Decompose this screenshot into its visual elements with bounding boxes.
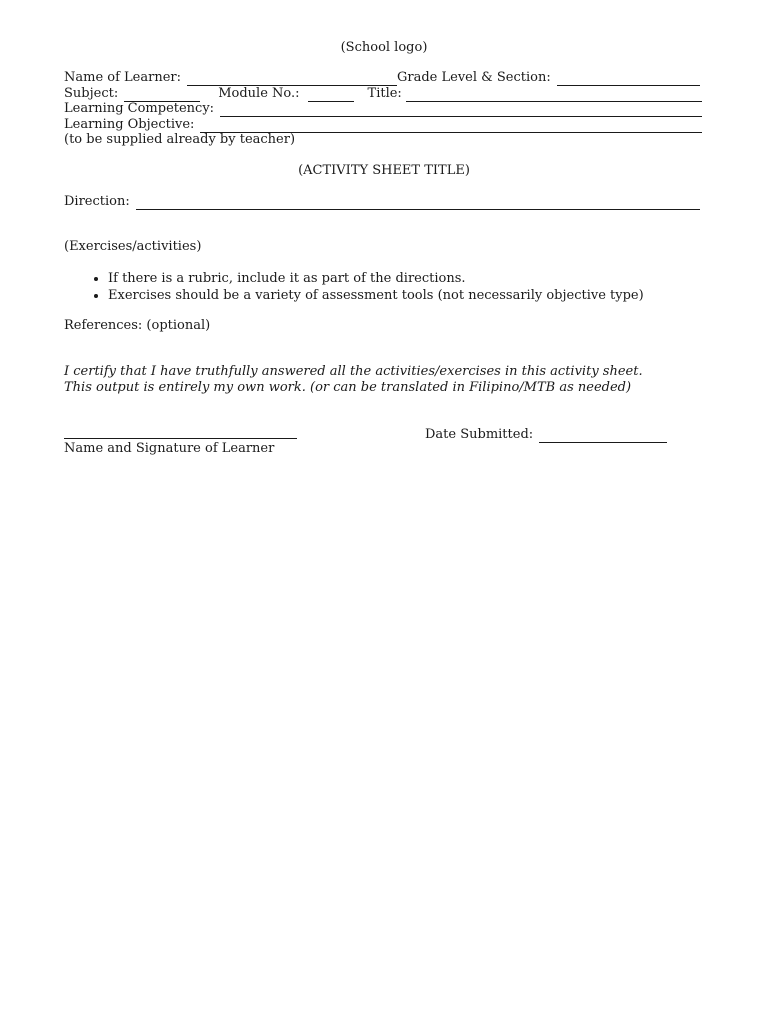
direction-label: Direction: (64, 194, 130, 209)
learning-competency-row (64, 101, 702, 117)
learning-objective-label: Learning Objective: (64, 117, 195, 132)
date-submitted-label: Date Submitted: (425, 427, 534, 442)
learning-competency-label: Learning Competency: (64, 101, 215, 116)
list-item: • Exercises should be a variety of assessment tools (not necessarily objective type) (108, 287, 644, 304)
list-item: • If there is a rubric, include it as part of the directions. (108, 270, 644, 287)
subject-row (64, 86, 702, 102)
module-no-label: Module No.: (218, 86, 300, 101)
guideline-list (64, 270, 644, 304)
name-signature-label: Name and Signature of Learner (64, 441, 275, 456)
name-signature-blank[interactable] (64, 426, 297, 439)
learner-info-row (64, 70, 700, 86)
grade-level-section-label: Grade Level & Section: (397, 70, 551, 85)
name-of-learner-blank[interactable] (187, 73, 397, 86)
activity-sheet-title: (ACTIVITY SHEET TITLE) (298, 163, 470, 178)
direction-row (64, 194, 700, 210)
certification-line-2: This output is entirely my own work. (or can be translated in Filipino/MTB as needed) (64, 380, 632, 395)
school-logo-placeholder: (School logo) (340, 40, 428, 55)
subject-label: Subject: (64, 86, 119, 101)
exercises-label: (Exercises/activities) (64, 239, 202, 254)
direction-blank[interactable] (136, 197, 700, 210)
supplied-note: (to be supplied already by teacher) (64, 132, 296, 147)
grade-level-section-blank[interactable] (557, 73, 700, 86)
references-label: References: (optional) (64, 318, 211, 333)
certification-line-1: I certify that I have truthfully answered all the activities/exercises in this activity sheet. (64, 364, 643, 379)
learning-objective-row (64, 117, 702, 133)
title-label: Title: (367, 86, 402, 101)
name-of-learner-label: Name of Learner: (64, 70, 181, 85)
learning-competency-blank[interactable] (220, 104, 702, 117)
